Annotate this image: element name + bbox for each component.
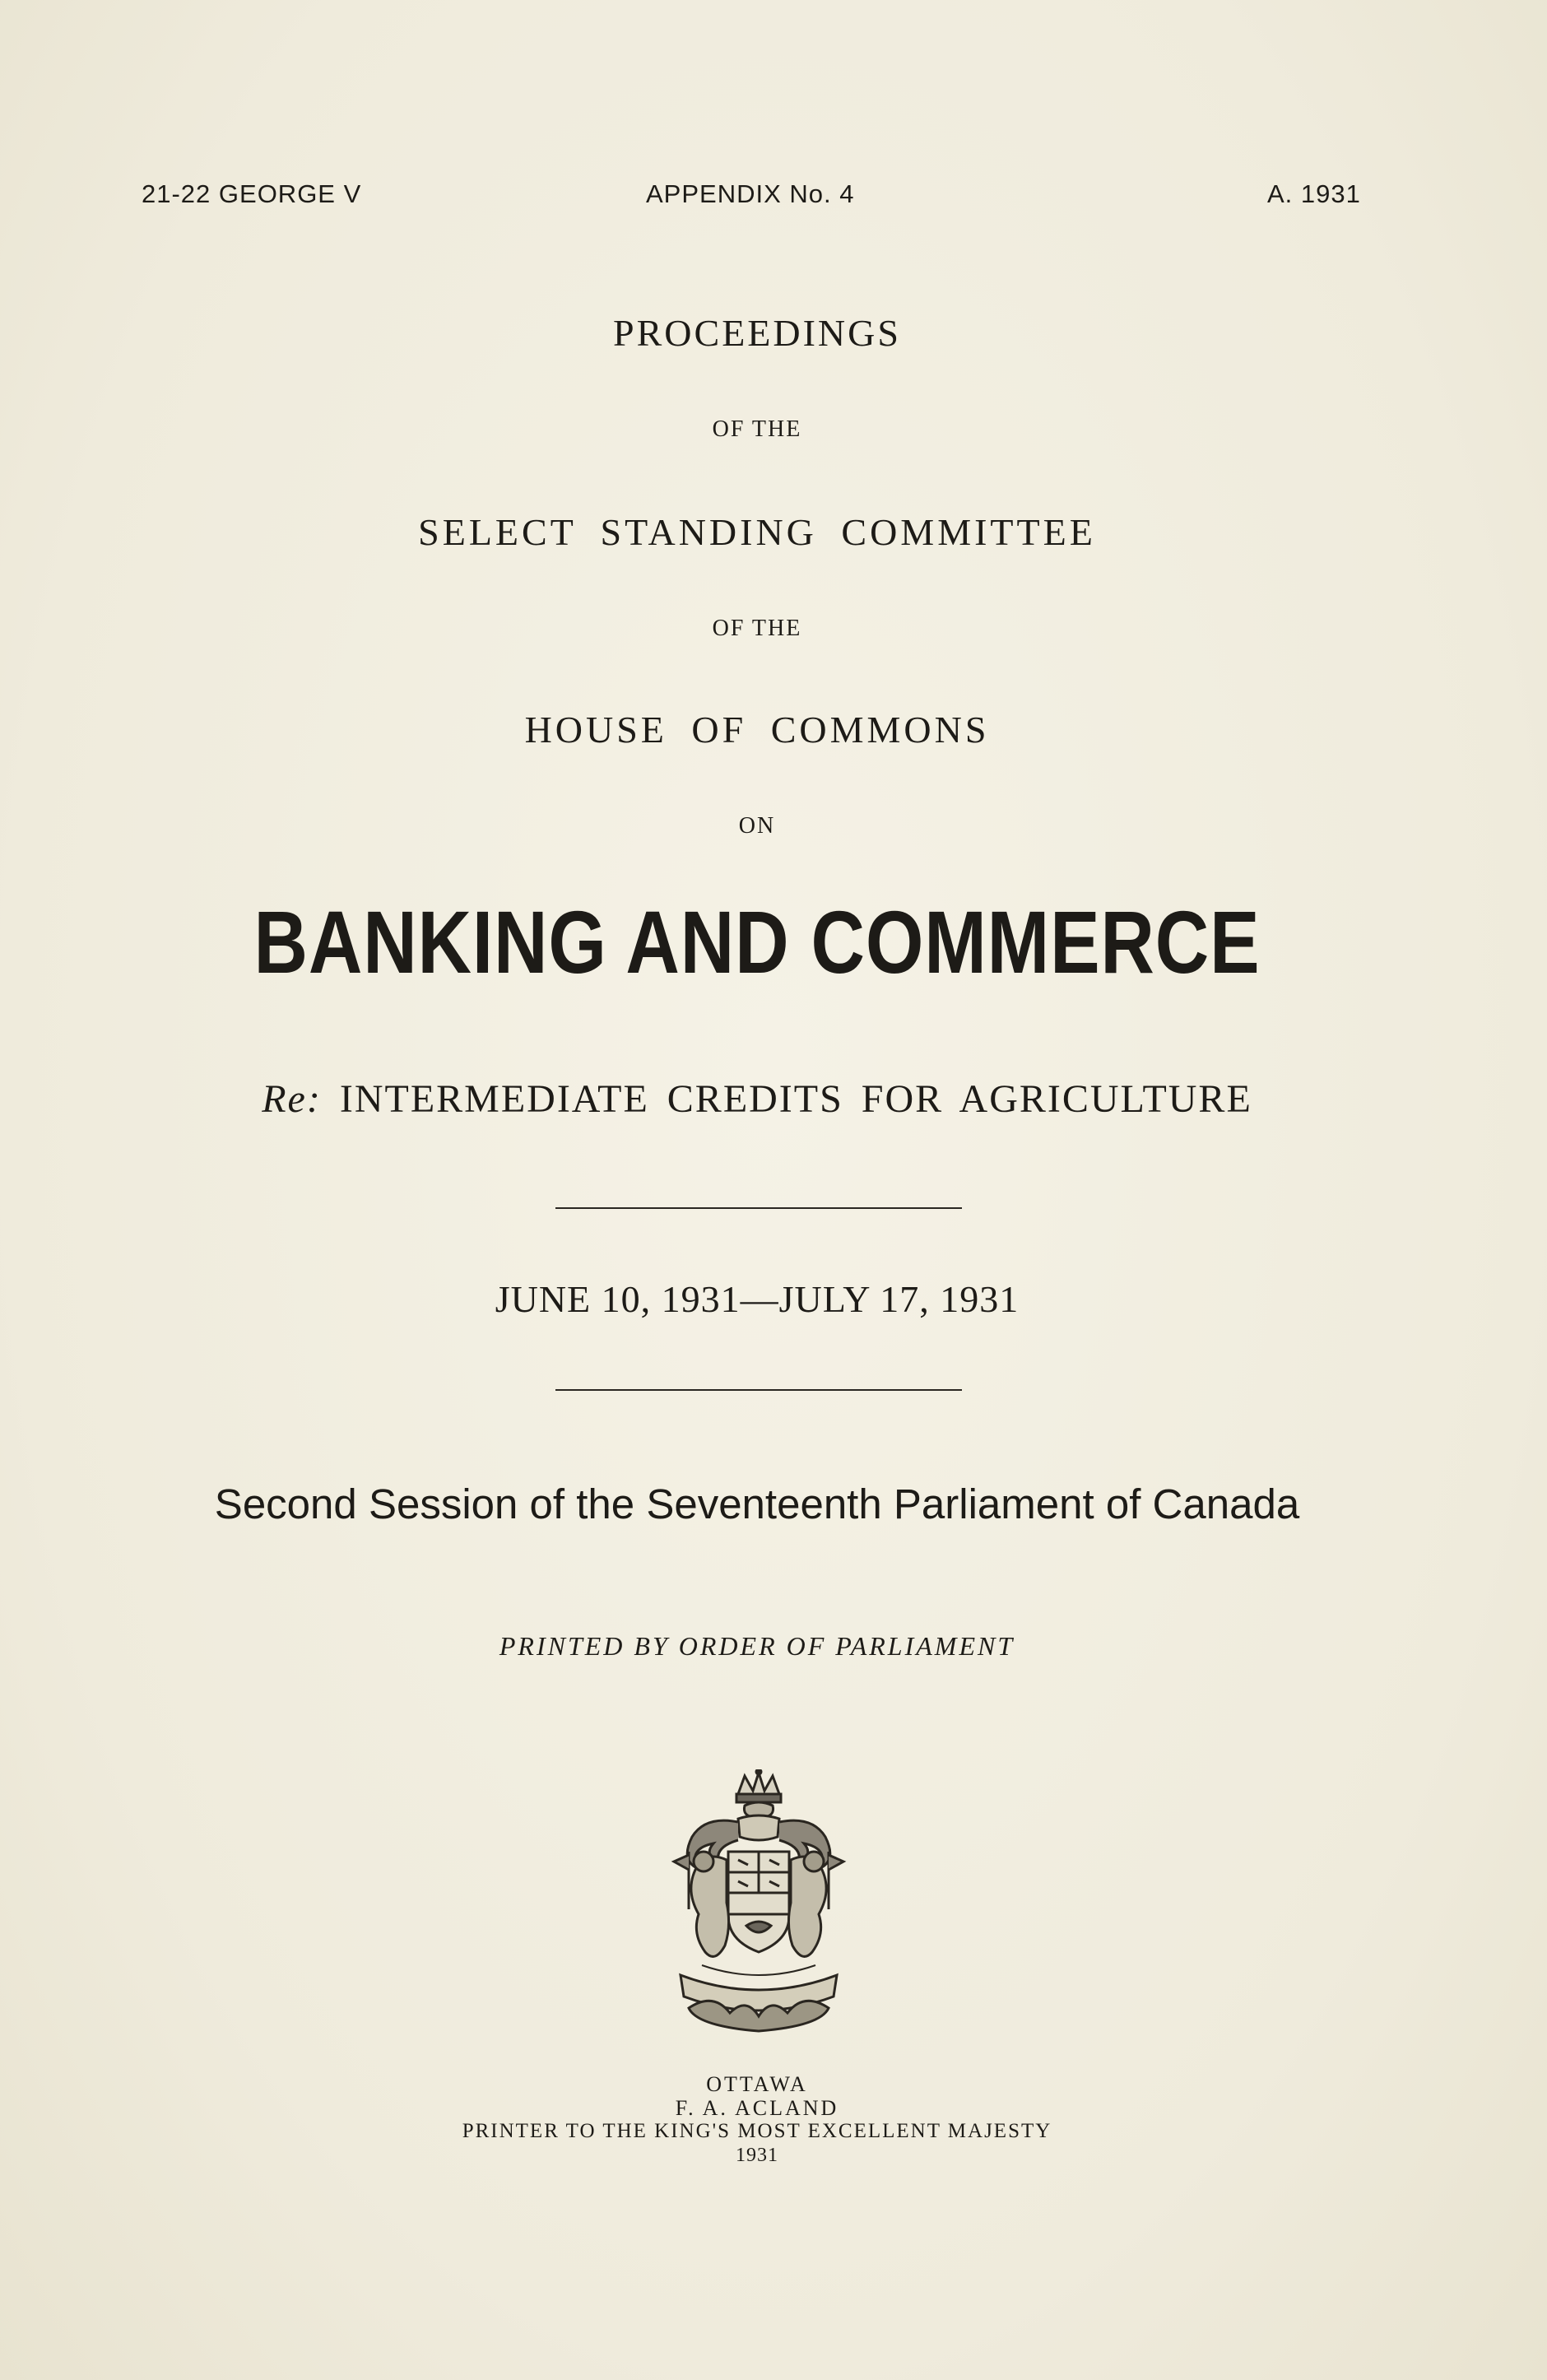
divider-rule <box>555 1207 962 1209</box>
imprint-printer-name: F. A. ACLAND <box>675 2096 839 2120</box>
title-connector-of-the: OF THE <box>712 416 802 442</box>
header-regnal-year: 21-22 GEORGE V <box>142 179 362 208</box>
header-appendix-number: APPENDIX No. 4 <box>646 179 855 208</box>
session-line: Second Session of the Seventeenth Parliament of Canada <box>214 1481 1300 1527</box>
title-connector-of-the-2: OF THE <box>712 616 802 641</box>
subject-reference <box>0 1076 1514 1122</box>
title-proceedings: PROCEEDINGS <box>613 312 901 354</box>
date-range: JUNE 10, 1931—JULY 17, 1931 <box>495 1278 1020 1320</box>
divider-rule <box>555 1389 962 1391</box>
title-subject: BANKING AND COMMERCE <box>253 892 1261 992</box>
imprint-printer-title: PRINTER TO THE KING'S MOST EXCELLENT MAJESTY <box>462 2120 1052 2142</box>
printed-by-order: PRINTED BY ORDER OF PARLIAMENT <box>499 1631 1015 1661</box>
header-year: A. 1931 <box>1267 179 1361 208</box>
re-prefix: Re: <box>262 1077 322 1121</box>
title-committee: SELECT STANDING COMMITTEE <box>418 511 1096 553</box>
title-connector-on: ON <box>738 813 776 839</box>
imprint-year: 1931 <box>736 2145 778 2166</box>
title-house: HOUSE OF COMMONS <box>524 709 990 751</box>
imprint-city: OTTAWA <box>706 2072 808 2096</box>
running-header <box>0 179 1547 219</box>
royal-coat-of-arms-of-canada-icon <box>656 1769 862 2041</box>
re-subject: INTERMEDIATE CREDITS FOR AGRICULTURE <box>321 1077 1252 1121</box>
